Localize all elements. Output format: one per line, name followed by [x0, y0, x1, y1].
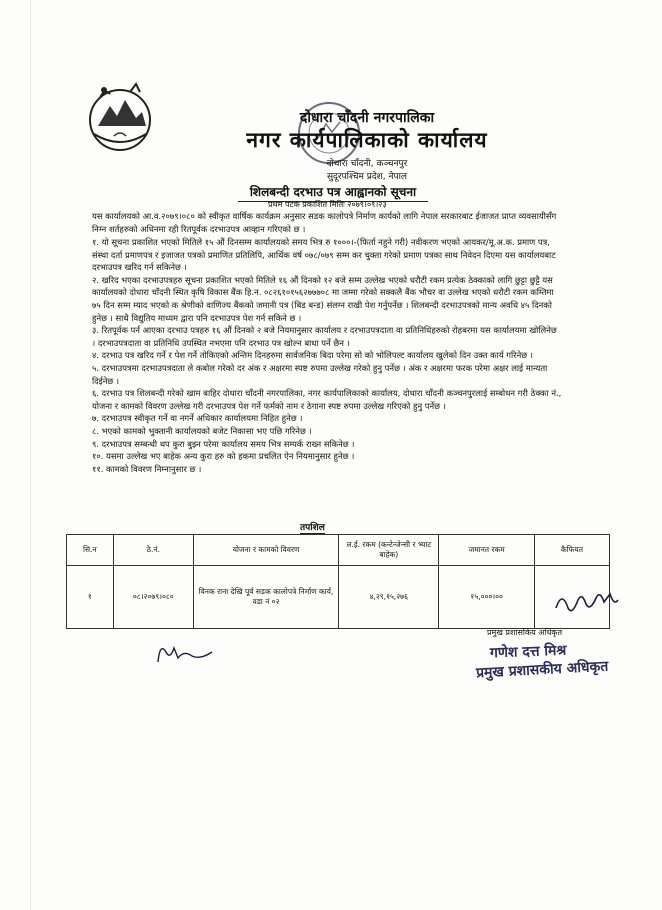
table-row: [67, 566, 610, 629]
condition-item: ६. दरभाउ पत्र शिलबन्दी गरेको खाम बाहिर दोधारा चाँदनी नगरपालिका, नगर कार्यपालिकाको कार्यालय, दोधारा चाँदनी कञ्चनपुरलाई सम्बोधन गरी ठेक्का नं., योजना र कामको विवरण उल्लेख गरी दरभाउपत्र पेश गर्ने फर्मको नाम र ठेगाना स्पष्ट रुपमा उल्लेख गरिएको हुनु पर्नेछ ।: [92, 388, 562, 411]
condition-item: २. खरिद भएका दरभाउपत्रहरु सूचना प्रकाशित भएको मितिले १६ औं दिनको १२ बजे सम्म उल्लेख भएको धरौटी रकम प्रत्येक ठेक्काको लागि छुट्टा छुट्टै यस कार्यालयको दोधारा चाँदनी स्थित कृषि विकास बैंक हि.न. ०८२६१०१५६२७७७०८ मा जम्मा गरेको सक्कलै बैंक भौचर वा उल्लेख भएको धरौटी रकम कम्तिमा ७५ दिन सम्म म्याद भएको क श्रेणीको वाणिज्य बैंकको जमानी पत्र (बिड बन्ड) संलग्न राखी पेश गर्नुपर्नेछ । शिलबन्दी दरभाउपत्रको मान्य अवधि ४५ दिनको हुनेछ । साथै विद्युतिय माध्यम द्वारा पनि दरभाउपत्र पेश गर्न सकिने छ ।: [92, 274, 554, 323]
office-location: दोधारा चाँदनी, कञ्चनपुर: [326, 159, 408, 169]
condition-item: ३. रितपूर्वक पर्न आएका दरभाउ पत्रहरु १६ औं दिनको २ बजे नियमानुसार कार्यालय र दरभाउपत्रदाता वा प्रतिनिधिहरुको रोहबरमा यस कार्यालयमा खोलिनेछ । दरभाउपत्रदाता वा प्रतिनिधि उपस्थित नभएमा पनि दरभाउ पत्र खोल्न बाधा पर्ने छैन ।: [92, 325, 557, 348]
notice-title: शिलबन्दी दरभाउ पत्र आह्वानको सूचना: [238, 183, 428, 202]
table-cell: १: [67, 566, 114, 629]
column-header: सि.न: [67, 535, 114, 566]
initial-signature-icon: [152, 638, 220, 668]
table-cell: विनक राना देखि पूर्व सडक कालोपत्रे निर्माण कार्य, वडा नं ०२: [193, 566, 338, 629]
condition-item: १. यो सूचना प्रकाशित भएको मितिले १५ औं दिनसम्म कार्यालयको समय भित्र रु १०००।-(फिर्ता नहुने गरी) नवीकरण भएको आयकर/मू.अ.क. प्रमाण पत्र, संस्था दर्ता प्रमाणपत्र र इजाजत पत्रको प्रमाणित प्रतिलिपि, आर्थिक वर्ष ०७८/०७९ सम्म कर चुक्ता गरेको प्रमाण पत्रका साथ निवेदन दिएमा यस कार्यालयबाट दरभाउपत्र खरिद गर्न सकिनेछ ।: [92, 237, 556, 273]
condition-item: ४. दरभाउ पत्र खरिद गर्ने र पेश गर्ने तोकिएको अन्तिम दिनहरुमा सार्वजनिक बिदा परेमा सो को भोलिपल्ट कार्यालय खुलेको दिन उक्त कार्य गरिनेछ ।: [92, 350, 533, 361]
officer-signature-icon: [552, 586, 622, 620]
signatory-rank: प्रमुख प्रशासकिय अधिकृत: [487, 628, 563, 637]
intro-paragraph: यस कार्यालयको आ.व.२०७९।०८० को स्वीकृत वार्षिक कार्यक्रम अनुसार सडक कालोपत्रे निर्माण कार्यको लागि नेपाल सरकारबाट ईजाजत प्राप्त व्यवसायीसँग निम्न शर्तहरुको अधिनमा रही रितपूर्वक दरभाउपत्र आव्हान गरिएको छ ।: [92, 211, 557, 234]
conditions-list: [92, 236, 562, 475]
condition-item: ५. दरभाउपत्रमा दरभाउपत्रदाता ले कबोल गरेको दर अंक र अक्षरमा स्पष्ट रुपमा उल्लेख गरेको हुनु पर्नेछ । अंक र अक्षरमा फरक परेमा अक्षर लाई मान्यता दिईनेछ ।: [92, 362, 548, 386]
publish-date: प्रथम पटक प्रकाशित मितिः २०७९।०९।२३: [268, 200, 387, 209]
condition-item: ९. दरभाउपत्र सम्बन्धी थप कुरा बुझ्न परेमा कार्यालय समय भित्र सम्पर्क राख्न सकिनेछ ।: [92, 438, 355, 449]
column-header: ठे.नं.: [113, 535, 193, 566]
table-cell: ०८।२०७९।०८०: [113, 566, 193, 629]
municipality-name: दोधारा चाँदनी नगरपालिका: [299, 110, 435, 126]
condition-item: ११. कामको विवरण निम्नानुसार छ ।: [92, 463, 202, 474]
paper-crease: [30, 0, 31, 910]
condition-item: ७. दरभाउपत्र स्वीकृत गर्ने वा नगर्ने अधिकार कार्यालयमा निहित हुनेछ ।: [92, 413, 303, 424]
table-header-row: [67, 535, 610, 566]
column-header: योजना र कामको विवरण: [193, 535, 338, 566]
schedule-title: तपशिल: [300, 520, 325, 534]
officer-name-stamp: गणेश दत्त मिश्र: [489, 642, 567, 662]
officer-post-stamp: प्रमुख प्रशासकीय अधिकृत: [475, 658, 609, 682]
schedule-table: [66, 534, 610, 629]
province-name: सुदूरपश्चिम प्रदेश, नेपाल: [326, 172, 408, 182]
column-header: कैफियत: [534, 535, 609, 566]
condition-item: ८. भएको कामको भुक्तानी कार्यालयको बजेट निकासा भए पछि गरिनेछ ।: [92, 425, 312, 436]
column-header: जमानत रकम: [439, 535, 535, 566]
table-cell: ४,२९,१५,२७६: [339, 566, 439, 629]
table-cell: १५,०००।००: [439, 566, 535, 629]
condition-item: १०. यसमा उल्लेख भए बाहेक अन्य कुरा हरु को हकमा प्रचलित ऐन नियमानुसार हुनेछ ।: [92, 451, 355, 462]
column-header: ल.ई. रकम (कन्टेन्जेन्सी र भ्याट बाहेक): [339, 535, 439, 566]
office-name: नगर कार्यपालिकाको कार्यालय: [246, 128, 488, 152]
